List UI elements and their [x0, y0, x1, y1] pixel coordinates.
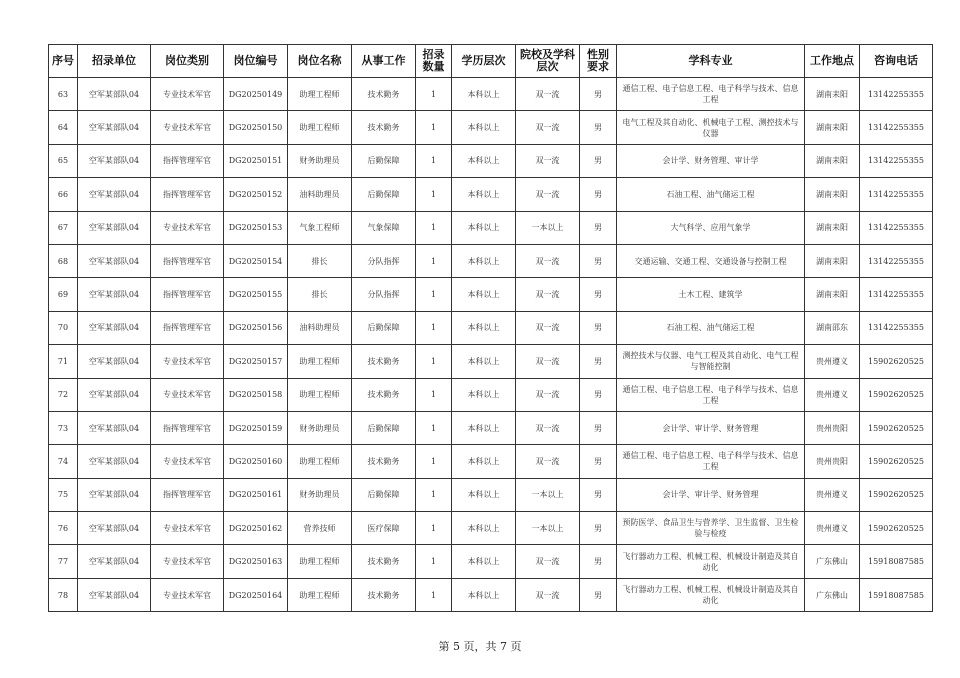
- col-gender-cell: 男: [580, 578, 617, 611]
- col-education-cell: 本科以上: [452, 278, 516, 311]
- col-title-cell: 助理工程师: [288, 578, 352, 611]
- col-title-cell: 助理工程师: [288, 545, 352, 578]
- table-row: [49, 211, 933, 244]
- col-gender-cell: 男: [580, 144, 617, 177]
- col-unit-cell: 空军某部队04: [78, 478, 151, 511]
- col-code-cell: DG20250150: [224, 111, 288, 144]
- col-phone-cell: 15902620525: [860, 411, 933, 444]
- table-row: [49, 311, 933, 344]
- col-school-level-cell: 双一流: [516, 378, 580, 411]
- col-title-cell: 排长: [288, 244, 352, 277]
- col-major-cell: 通信工程、电子信息工程、电子科学与技术、信息工程: [617, 378, 805, 411]
- col-school-level-cell: 一本以上: [516, 512, 580, 545]
- col-unit-header: 招录单位: [78, 45, 151, 78]
- table-row: [49, 578, 933, 611]
- col-index-cell: 74: [49, 445, 78, 478]
- col-major-cell: 飞行器动力工程、机械工程、机械设计制造及其自动化: [617, 545, 805, 578]
- col-education-cell: 本科以上: [452, 545, 516, 578]
- col-title-cell: 财务助理员: [288, 411, 352, 444]
- col-category-header: 岗位类别: [151, 45, 224, 78]
- col-unit-cell: 空军某部队04: [78, 378, 151, 411]
- col-index-cell: 73: [49, 411, 78, 444]
- col-code-cell: DG20250159: [224, 411, 288, 444]
- col-school-level-cell: 双一流: [516, 244, 580, 277]
- col-school-level-cell: 双一流: [516, 411, 580, 444]
- col-index-cell: 76: [49, 512, 78, 545]
- col-count-cell: 1: [416, 144, 452, 177]
- col-category-cell: 专业技术军官: [151, 78, 224, 111]
- col-phone-header: 咨询电话: [860, 45, 933, 78]
- col-location-cell: 贵州遵义: [805, 345, 860, 378]
- col-category-cell: 专业技术军官: [151, 545, 224, 578]
- table-row: [49, 445, 933, 478]
- col-major-cell: 大气科学、应用气象学: [617, 211, 805, 244]
- col-work-cell: 后勤保障: [352, 311, 416, 344]
- col-count-cell: 1: [416, 211, 452, 244]
- col-work-header: 从事工作: [352, 45, 416, 78]
- table-body: [49, 78, 933, 612]
- col-gender-cell: 男: [580, 111, 617, 144]
- col-education-cell: 本科以上: [452, 178, 516, 211]
- page-number: 第 5 页，共 7 页: [438, 640, 522, 653]
- col-education-cell: 本科以上: [452, 478, 516, 511]
- table-row: [49, 378, 933, 411]
- col-major-cell: 土木工程、建筑学: [617, 278, 805, 311]
- col-code-cell: DG20250161: [224, 478, 288, 511]
- col-index-cell: 77: [49, 545, 78, 578]
- col-category-cell: 指挥管理军官: [151, 478, 224, 511]
- col-gender-cell: 男: [580, 545, 617, 578]
- col-title-header: 岗位名称: [288, 45, 352, 78]
- col-gender-cell: 男: [580, 311, 617, 344]
- col-unit-cell: 空军某部队04: [78, 411, 151, 444]
- table-row: [49, 512, 933, 545]
- col-title-cell: 排长: [288, 278, 352, 311]
- col-education-cell: 本科以上: [452, 211, 516, 244]
- col-work-cell: 技术勤务: [352, 545, 416, 578]
- col-code-cell: DG20250155: [224, 278, 288, 311]
- col-unit-cell: 空军某部队04: [78, 178, 151, 211]
- col-unit-cell: 空军某部队04: [78, 278, 151, 311]
- col-education-cell: 本科以上: [452, 512, 516, 545]
- col-gender-cell: 男: [580, 411, 617, 444]
- col-code-cell: DG20250158: [224, 378, 288, 411]
- col-title-cell: 助理工程师: [288, 445, 352, 478]
- col-major-cell: 通信工程、电子信息工程、电子科学与技术、信息工程: [617, 445, 805, 478]
- col-location-cell: 湖南耒阳: [805, 111, 860, 144]
- col-phone-cell: 13142255355: [860, 311, 933, 344]
- col-school-level-cell: 双一流: [516, 111, 580, 144]
- col-code-cell: DG20250151: [224, 144, 288, 177]
- col-gender-cell: 男: [580, 345, 617, 378]
- col-location-cell: 贵州遵义: [805, 378, 860, 411]
- col-index-cell: 72: [49, 378, 78, 411]
- col-gender-cell: 男: [580, 78, 617, 111]
- table-row: [49, 411, 933, 444]
- col-education-cell: 本科以上: [452, 244, 516, 277]
- col-gender-cell: 男: [580, 211, 617, 244]
- col-gender-cell: 男: [580, 378, 617, 411]
- col-unit-cell: 空军某部队04: [78, 111, 151, 144]
- col-location-cell: 贵州遵义: [805, 512, 860, 545]
- col-category-cell: 专业技术军官: [151, 445, 224, 478]
- col-code-cell: DG20250149: [224, 78, 288, 111]
- col-education-cell: 本科以上: [452, 345, 516, 378]
- col-category-cell: 指挥管理军官: [151, 244, 224, 277]
- col-title-cell: 财务助理员: [288, 478, 352, 511]
- col-index-cell: 68: [49, 244, 78, 277]
- col-category-cell: 专业技术军官: [151, 512, 224, 545]
- col-unit-cell: 空军某部队04: [78, 512, 151, 545]
- col-work-cell: 后勤保障: [352, 411, 416, 444]
- col-unit-cell: 空军某部队04: [78, 144, 151, 177]
- table-row: [49, 144, 933, 177]
- col-index-cell: 65: [49, 144, 78, 177]
- table-row: [49, 244, 933, 277]
- col-school-level-cell: 一本以上: [516, 211, 580, 244]
- col-category-cell: 指挥管理军官: [151, 144, 224, 177]
- col-work-cell: 技术勤务: [352, 78, 416, 111]
- col-phone-cell: 15902620525: [860, 478, 933, 511]
- col-education-cell: 本科以上: [452, 445, 516, 478]
- col-count-cell: 1: [416, 345, 452, 378]
- col-major-cell: 石油工程、油气储运工程: [617, 178, 805, 211]
- col-count-cell: 1: [416, 411, 452, 444]
- col-unit-cell: 空军某部队04: [78, 311, 151, 344]
- col-unit-cell: 空军某部队04: [78, 244, 151, 277]
- col-phone-cell: 15918087585: [860, 578, 933, 611]
- col-unit-cell: 空军某部队04: [78, 545, 151, 578]
- col-title-cell: 财务助理员: [288, 144, 352, 177]
- col-code-cell: DG20250156: [224, 311, 288, 344]
- col-school-level-cell: 双一流: [516, 178, 580, 211]
- col-code-cell: DG20250154: [224, 244, 288, 277]
- col-index-cell: 64: [49, 111, 78, 144]
- col-education-cell: 本科以上: [452, 111, 516, 144]
- col-count-cell: 1: [416, 178, 452, 211]
- col-count-cell: 1: [416, 478, 452, 511]
- col-phone-cell: 13142255355: [860, 244, 933, 277]
- table-row: [49, 545, 933, 578]
- col-school-level-cell: 双一流: [516, 78, 580, 111]
- col-title-cell: 油料助理员: [288, 311, 352, 344]
- col-index-cell: 69: [49, 278, 78, 311]
- col-education-cell: 本科以上: [452, 311, 516, 344]
- table-row: [49, 345, 933, 378]
- col-code-cell: DG20250152: [224, 178, 288, 211]
- col-title-cell: 油料助理员: [288, 178, 352, 211]
- col-code-cell: DG20250163: [224, 545, 288, 578]
- col-index-cell: 78: [49, 578, 78, 611]
- col-unit-cell: 空军某部队04: [78, 211, 151, 244]
- col-category-cell: 指挥管理军官: [151, 178, 224, 211]
- col-category-cell: 专业技术军官: [151, 111, 224, 144]
- col-education-cell: 本科以上: [452, 144, 516, 177]
- col-gender-header: 性别 要求: [580, 45, 617, 78]
- col-work-cell: 技术勤务: [352, 578, 416, 611]
- col-school-level-cell: 双一流: [516, 445, 580, 478]
- col-phone-cell: 13142255355: [860, 111, 933, 144]
- col-title-cell: 助理工程师: [288, 78, 352, 111]
- col-location-cell: 贵州贵阳: [805, 445, 860, 478]
- col-major-cell: 电气工程及其自动化、机械电子工程、测控技术与仪器: [617, 111, 805, 144]
- col-school-level-cell: 双一流: [516, 278, 580, 311]
- col-count-cell: 1: [416, 78, 452, 111]
- col-count-header: 招录 数量: [416, 45, 452, 78]
- col-unit-cell: 空军某部队04: [78, 445, 151, 478]
- col-major-cell: 会计学、财务管理、审计学: [617, 144, 805, 177]
- col-count-cell: 1: [416, 445, 452, 478]
- recruitment-table: [48, 44, 933, 612]
- col-index-cell: 71: [49, 345, 78, 378]
- col-major-cell: 预防医学、食品卫生与营养学、卫生监督、卫生检验与检疫: [617, 512, 805, 545]
- col-title-cell: 气象工程师: [288, 211, 352, 244]
- table-row: [49, 78, 933, 111]
- col-category-cell: 专业技术军官: [151, 578, 224, 611]
- col-work-cell: 技术勤务: [352, 378, 416, 411]
- col-gender-cell: 男: [580, 478, 617, 511]
- col-school-level-cell: 一本以上: [516, 478, 580, 511]
- col-code-header: 岗位编号: [224, 45, 288, 78]
- col-school-level-cell: 双一流: [516, 345, 580, 378]
- col-phone-cell: 15918087585: [860, 545, 933, 578]
- col-location-cell: 广东佛山: [805, 545, 860, 578]
- col-phone-cell: 15902620525: [860, 345, 933, 378]
- col-unit-cell: 空军某部队04: [78, 578, 151, 611]
- col-count-cell: 1: [416, 512, 452, 545]
- col-count-cell: 1: [416, 278, 452, 311]
- col-count-cell: 1: [416, 378, 452, 411]
- col-phone-cell: 15902620525: [860, 445, 933, 478]
- col-gender-cell: 男: [580, 244, 617, 277]
- col-location-cell: 湖南耒阳: [805, 78, 860, 111]
- col-education-cell: 本科以上: [452, 378, 516, 411]
- col-category-cell: 专业技术军官: [151, 345, 224, 378]
- col-gender-cell: 男: [580, 445, 617, 478]
- col-location-cell: 湖南耒阳: [805, 244, 860, 277]
- col-location-cell: 湖南邵东: [805, 311, 860, 344]
- col-unit-cell: 空军某部队04: [78, 78, 151, 111]
- col-work-cell: 后勤保障: [352, 144, 416, 177]
- col-index-header: 序号: [49, 45, 78, 78]
- col-work-cell: 技术勤务: [352, 445, 416, 478]
- col-work-cell: 分队指挥: [352, 278, 416, 311]
- col-major-cell: 飞行器动力工程、机械工程、机械设计制造及其自动化: [617, 578, 805, 611]
- col-work-cell: 后勤保障: [352, 478, 416, 511]
- col-code-cell: DG20250164: [224, 578, 288, 611]
- col-index-cell: 70: [49, 311, 78, 344]
- col-location-cell: 贵州遵义: [805, 478, 860, 511]
- col-gender-cell: 男: [580, 278, 617, 311]
- table-row: [49, 478, 933, 511]
- col-count-cell: 1: [416, 545, 452, 578]
- col-major-cell: 会计学、审计学、财务管理: [617, 478, 805, 511]
- col-location-cell: 广东佛山: [805, 578, 860, 611]
- col-phone-cell: 13142255355: [860, 78, 933, 111]
- col-work-cell: 技术勤务: [352, 345, 416, 378]
- col-major-cell: 通信工程、电子信息工程、电子科学与技术、信息工程: [617, 78, 805, 111]
- col-major-cell: 交通运输、交通工程、交通设备与控制工程: [617, 244, 805, 277]
- table-row: [49, 111, 933, 144]
- col-phone-cell: 13142255355: [860, 144, 933, 177]
- col-school-level-cell: 双一流: [516, 144, 580, 177]
- col-work-cell: 分队指挥: [352, 244, 416, 277]
- col-major-cell: 会计学、审计学、财务管理: [617, 411, 805, 444]
- col-code-cell: DG20250160: [224, 445, 288, 478]
- col-phone-cell: 13142255355: [860, 278, 933, 311]
- col-code-cell: DG20250153: [224, 211, 288, 244]
- col-education-cell: 本科以上: [452, 411, 516, 444]
- col-location-cell: 湖南耒阳: [805, 278, 860, 311]
- col-location-cell: 湖南耒阳: [805, 144, 860, 177]
- col-category-cell: 指挥管理军官: [151, 311, 224, 344]
- col-gender-cell: 男: [580, 512, 617, 545]
- col-index-cell: 63: [49, 78, 78, 111]
- col-index-cell: 67: [49, 211, 78, 244]
- col-count-cell: 1: [416, 311, 452, 344]
- col-count-cell: 1: [416, 244, 452, 277]
- col-work-cell: 技术勤务: [352, 111, 416, 144]
- col-category-cell: 指挥管理军官: [151, 411, 224, 444]
- col-work-cell: 气象保障: [352, 211, 416, 244]
- col-location-cell: 贵州贵阳: [805, 411, 860, 444]
- col-title-cell: 助理工程师: [288, 378, 352, 411]
- col-phone-cell: 13142255355: [860, 178, 933, 211]
- table-row: [49, 278, 933, 311]
- table-header-row: [49, 45, 933, 78]
- col-title-cell: 助理工程师: [288, 111, 352, 144]
- col-count-cell: 1: [416, 111, 452, 144]
- col-title-cell: 助理工程师: [288, 345, 352, 378]
- col-major-cell: 测控技术与仪器、电气工程及其自动化、电气工程与智能控制: [617, 345, 805, 378]
- col-category-cell: 专业技术军官: [151, 211, 224, 244]
- col-major-cell: 石油工程、油气储运工程: [617, 311, 805, 344]
- col-education-cell: 本科以上: [452, 78, 516, 111]
- col-school-level-cell: 双一流: [516, 578, 580, 611]
- col-phone-cell: 15902620525: [860, 512, 933, 545]
- col-index-cell: 66: [49, 178, 78, 211]
- col-count-cell: 1: [416, 578, 452, 611]
- col-category-cell: 指挥管理军官: [151, 278, 224, 311]
- col-gender-cell: 男: [580, 178, 617, 211]
- col-work-cell: 医疗保障: [352, 512, 416, 545]
- col-work-cell: 后勤保障: [352, 178, 416, 211]
- col-unit-cell: 空军某部队04: [78, 345, 151, 378]
- col-education-header: 学历层次: [452, 45, 516, 78]
- col-school-level-header: 院校及学科 层次: [516, 45, 580, 78]
- col-phone-cell: 15902620525: [860, 378, 933, 411]
- col-school-level-cell: 双一流: [516, 311, 580, 344]
- table-row: [49, 178, 933, 211]
- col-location-cell: 湖南耒阳: [805, 211, 860, 244]
- col-major-header: 学科专业: [617, 45, 805, 78]
- col-code-cell: DG20250162: [224, 512, 288, 545]
- col-phone-cell: 13142255355: [860, 211, 933, 244]
- col-education-cell: 本科以上: [452, 578, 516, 611]
- col-location-header: 工作地点: [805, 45, 860, 78]
- col-location-cell: 湖南耒阳: [805, 178, 860, 211]
- col-category-cell: 专业技术军官: [151, 378, 224, 411]
- col-title-cell: 营养技师: [288, 512, 352, 545]
- col-index-cell: 75: [49, 478, 78, 511]
- col-school-level-cell: 双一流: [516, 545, 580, 578]
- col-code-cell: DG20250157: [224, 345, 288, 378]
